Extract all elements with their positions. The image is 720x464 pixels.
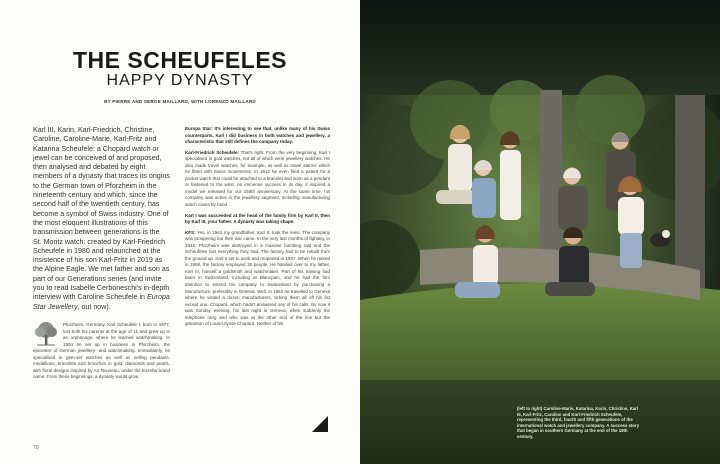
intro-publication: Europa Star Jewellery (33, 293, 170, 311)
answer-2 (185, 230, 330, 328)
tree-trunk (540, 90, 562, 270)
tree-trunk (675, 95, 705, 295)
photo-caption: (left to right) Caroline-Marie, Katarina, Karin, Christine, Karl III, Karl-Fritz, Caroline and Karl-Friedrich Scheufele, representing the third, fourth and fifth generations of the international watch and jewellery company. A success story that began in southern Germany at the end of the 19th century. (517, 406, 640, 439)
interview-column (185, 126, 330, 332)
family-photo-illustration (360, 0, 720, 464)
question-1: Europa Star: It's interesting to see that, unlike many of his Swiss counterparts, Karl I did business in both watches and jewellery, a characteristic that still defines the company today. (185, 126, 330, 145)
intro-text: Karl III, Karin, Karl-Friedrich, Christine, Caroline, Caroline-Marie, Karl-Fritz and Katarina Scheufele: a Chopard watch or jewel can be conceived of and proposed, then analysed and debated by eight members of a dynasty that traces its origins to the German town of Pforzheim in the nineteenth century and which, since the second half of the twentieth century, has become a symbol of Swiss industry. One of the most eloquent illustrations of this transmission between generations is the St. Moritz watch: created by Karl-Friedrich Scheufele in 1980 and relaunched at the insistence of his son Karl-Fritz in 2019 as the Alpine Eagle. We met father and son as part of our Generations series (and invite you to read Isabelle Cerboneschi's in-depth interview with Caroline Scheufele in (33, 126, 170, 302)
answer-2-speaker: KFS: (185, 229, 196, 235)
answer-2-text: Yes, in 1941 my grandfather, Karl II, took the reins. The company was prospering but then war came. In the very last months of fighting, in 1945, Pforzheim was destroyed in a massive bombing raid and the Scheufeles lost everything they had. The factory had to be rebuilt from the ground up. Karl II set to work and reopened in 1947. When he retired in 1958, the factory employed 36 people. He handed over to my father, Karl III, himself a goldsmith and watchmaker. Part of his training had been in Switzerland, including at Blancpain, and he had the firm intention to extend his company to Switzerland by purchasing a Manufacture, preferably in Geneva. Well, in 1963 he travelled to Geneva where he visited a dozen manufacturers, ticking them all off his list except one, Chopard, which hadn't answered any of his calls. By now it was Sunday evening, his last night in Geneva, when suddenly the telephone rang and who was at the other end of the line but the grandson of Louis-Ulysse Chopard. Neither of his (185, 229, 331, 327)
dark-canopy (360, 0, 720, 95)
answer-1-speaker: Karl-Friedrich Scheufele: (185, 149, 239, 155)
answer-1 (185, 150, 330, 209)
page-number: 70 (33, 445, 39, 451)
answer-1-text: That's right. From the very beginning, Karl I specialised in gold watches, not all of which were jewellery watches. He also made travel watches, for example, as well as travel alarms which he fitted with Swiss movements. In 1912 he even filed a patent for a pocket watch that could be attached to a bracelet and worn as a pendant or fastened to the wrist. An immense success in its day, it inspired a model we released for our 150th anniversary. At the same time, his company was active in the jewellery segment, including manufacturing watch cases by hand. (185, 149, 331, 208)
intro-paragraph (33, 126, 170, 312)
tree-icon (33, 321, 59, 347)
history-text: Pforzheim, Germany. Karl Scheufele I, born in 1877, lost both his parents at the age of 11 and grew up in an orphanage, where he learned watchmaking. In 1904 he set up in business in Pforzheim, the epicentre of German jewellery- and watchmaking. Immediately, he specialised in gem-set watches as well as selling pendants, medallions, bracelets and brooches in gold, diamonds and pearls, with floral designs inspired by Art Nouveau, under the Eszeha brand name. From these beginnings, a dynasty would grow. (33, 322, 170, 380)
intro-end: , out now). (77, 302, 111, 311)
corner-triangle-mark (312, 416, 328, 432)
question-2: Karl I was succeeded at the head of the family firm by Karl II, then by Karl III, your father. A dynasty was taking shape. (185, 212, 330, 225)
article-title: THE SCHEUFELES (72, 47, 288, 73)
article-byline: BY PIERRE AND SERGE MAILLARD, WITH LORENZO MAILLARD (104, 99, 256, 104)
article-subtitle: HAPPY DYNASTY (106, 72, 254, 89)
family-photo (360, 0, 720, 464)
